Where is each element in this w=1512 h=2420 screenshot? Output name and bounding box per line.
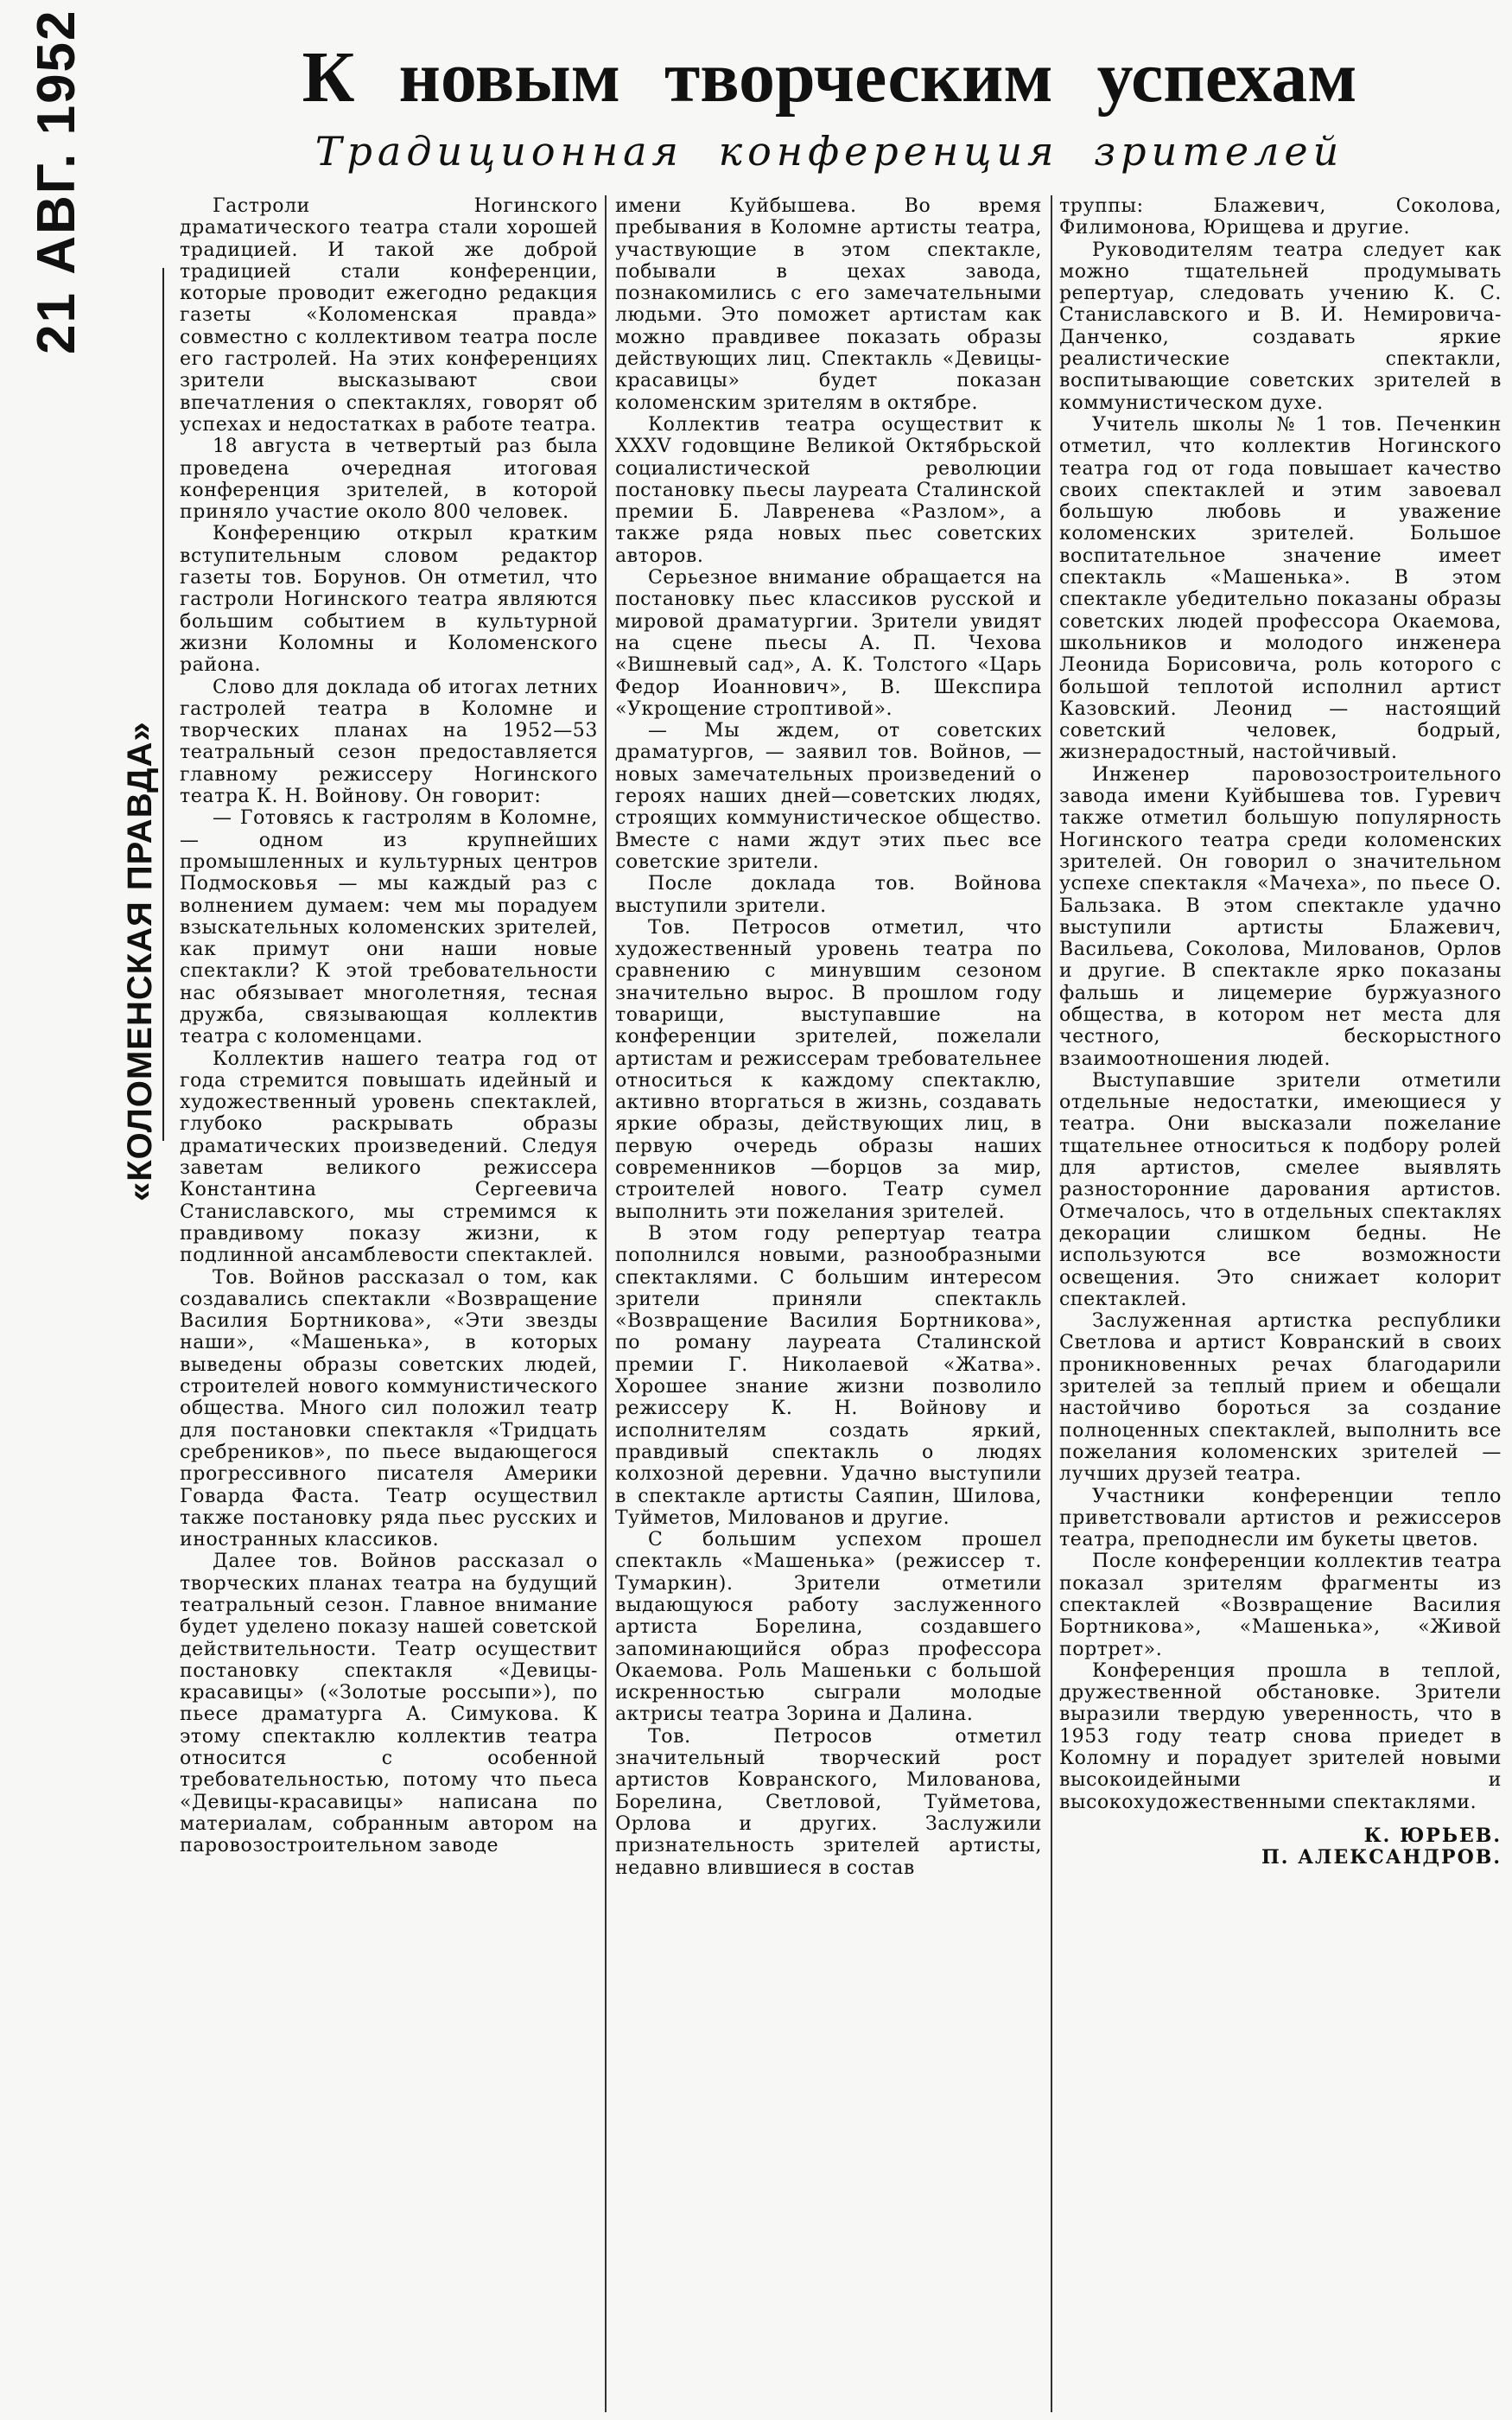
article-paragraph: Серьезное внимание обращается на постановку пьес классиков русской и мировой драматургии. Зрители увидят на сцене пьесы А. П. Чехова «Вишневый сад», А. К. Толстого «Царь Федор Иоаннович», В. Шекспира «Укрощение строптивой». <box>615 567 1042 720</box>
margin-rule <box>162 268 164 1141</box>
article-paragraph: — Готовясь к гастролям в Коломне, — одном из крупнейших промышленных и культурных центров Подмосковья — мы каждый раз с волнением думаем: чем мы порадуем взыскательных коломенских зрителей, как примут они наши новые спектакли? К этой требовательности нас обязывает многолетняя, тесная дружба, связывающая коллектив театра с коломенцами. <box>180 807 598 1048</box>
article-paragraph: Руководителям театра следует как можно тщательней продумывать репертуар, следовать учению К. С. Станиславского и В. И. Немировича-Данченко, создавать яркие реалистические спектакли, воспитывающие советских зрителей в коммунистическом духе. <box>1059 239 1502 414</box>
article-paragraph: С большим успехом прошел спектакль «Машенька» (режиссер т. Тумаркин). Зрители отметили выдающуюся работу заслуженного артиста Борелина, создавшего запоминающийся образ профессора Окаемова. Роль Машеньки с большой искренностью сыграли молодые актрисы театра Зорина и Далина. <box>615 1529 1042 1726</box>
article-paragraph: Тов. Войнов рассказал о том, как создавались спектакли «Возвращение Василия Бортникова», «Эти звезды наши», «Машенька», в которых выведены образы советских людей, строителей нового коммунистического общества. Много сил положил театр для постановки спектакля «Тридцать сребреников», по пьесе выдающегося прогрессивного писателя Америки Говарда Фаста. Театр осуществил также постановку ряда пьес русских и иностранных классиков. <box>180 1266 598 1551</box>
article-paragraph: Выступавшие зрители отметили отдельные недостатки, имеющиеся у театра. Они высказали пожелание тщательнее относиться к подбору ролей для артистов, смелее выявлять разносторонние дарования артистов. Отмечалось, что в отдельных спектаклях декорации слишком бедны. Не используются все возможности освещения. Это снижает колорит спектаклей. <box>1059 1069 1502 1310</box>
article-subheadline: Традиционная конференция зрителей <box>314 128 1344 175</box>
column-divider <box>1051 195 1052 2412</box>
author-signature: П. АЛЕКСАНДРОВ. <box>1261 1846 1502 1869</box>
article-paragraph: В этом году репертуар театра пополнился новыми, разнообразными спектаклями. С большим интересом зрители приняли спектакль «Возвращение Василия Бортникова», по роману лауреата Сталинской премии Г. Николаевой «Жатва». Хорошее знание жизни позволило режиссеру К. Н. Войнову и исполнителям создать яркий, правдивый спектакль о людях колхозной деревни. Удачно выступили в спектакле артисты Саяпин, Шилова, Туйметов, Милованов и другие. <box>615 1222 1042 1529</box>
author-signature: К. ЮРЬЕВ. <box>1363 1824 1502 1847</box>
article-column-2 <box>615 195 1042 1879</box>
article-paragraph: Учитель школы № 1 тов. Печенкин отметил, что коллектив Ногинского театра год от года повышает качество своих спектаклей и этим завоевал большую любовь и уважение коломенских зрителей. Большое воспитательное значение имеет спектакль «Машенька». В этом спектакле убедительно показаны образы советских людей профессора Окаемова, школьников и молодого инженера Леонида Борисовича, роль которого с большой теплотой исполнил артист Казовский. Леонид — настоящий советский человек, бодрый, жизнерадостный, настойчивый. <box>1059 413 1502 764</box>
newspaper-name: «КОЛОМЕНСКАЯ ПРАВДА» <box>121 721 159 1201</box>
article-paragraph: имени Куйбышева. Во время пребывания в Коломне артисты театра, участвующие в этом спектакле, побывали в цехах завода, познакомились с его замечательными людьми. Это поможет артистам как можно правдивее показать образы действующих лиц. Спектакль «Девицы-красавицы» будет показан коломенским зрителям в октябре. <box>615 195 1042 414</box>
article-paragraph: После конференции коллектив театра показал зрителям фрагменты из спектаклей «Возвращение Василия Бортникова», «Машенька», «Живой портрет». <box>1059 1551 1502 1660</box>
article-paragraph: Гастроли Ногинского драматического театра стали хорошей традицией. И такой же доброй традицией стали конференции, которые проводит ежегодно редакция газеты «Коломенская правда» совместно с коллективом театра после его гастролей. На этих конференциях зрители высказывают свои впечатления о спектаклях, говорят об успехах и недостатках в работе театра. <box>180 195 598 436</box>
article-paragraph: Далее тов. Войнов рассказал о творческих планах театра на будущий театральный сезон. Главное внимание будет уделено показу нашей советской действительности. Театр осуществит постановку спектакля «Девицы-красавицы» («Золотые россыпи»), по пьесе драматурга А. Симукова. К этому спектаклю коллектив театра относится с особенной требовательностью, потому что пьеса «Девицы-красавицы» написана по материалам, собранным автором на паровозостроительном заводе <box>180 1551 598 1857</box>
article-paragraph: Участники конференции тепло приветствовали артистов и режиссеров театра, преподнесли им букеты цветов. <box>1059 1485 1502 1551</box>
article-paragraph: Заслуженная артистка республики Светлова и артист Ковранский в своих проникновенных речах благодарили зрителей за теплый прием и обещали настойчиво бороться за создание полноценных спектаклей, выполнить все пожелания коломенских зрителей — лучших друзей театра. <box>1059 1310 1502 1486</box>
article-paragraph: труппы: Блажевич, Соколова, Филимонова, Юрищева и другие. <box>1059 195 1502 239</box>
article-column-3 <box>1059 195 1502 1869</box>
article-paragraph: Конференция прошла в теплой, дружественной обстановке. Зрители выразили твердую уверенность, что в 1953 году театр снова приедет в Коломну и порадует зрителей новыми высокоидейными и высокохудожественными спектаклями. <box>1059 1659 1502 1813</box>
article-paragraph: — Мы ждем, от советских драматургов, — заявил тов. Войнов, —новых замечательных произведений о героях наших дней—советских людях, строящих коммунистическое общество. Вместе с нами ждут этих пьес все советские зрители. <box>615 720 1042 873</box>
article-headline: К новым творческим успехам <box>302 37 1357 118</box>
article-paragraph: Слово для доклада об итогах летних гастролей театра в Коломне и творческих планах на 1952—53 театральный сезон предоставляется главному режиссеру Ногинского театра К. Н. Войнову. Он говорит: <box>180 676 598 808</box>
article-paragraph: После доклада тов. Войнова выступили зрители. <box>615 873 1042 917</box>
article-paragraph: Конференцию открыл кратким вступительным словом редактор газеты тов. Борунов. Он отметил, что гастроли Ногинского театра являются большим событием в культурной жизни Коломны и Коломенского района. <box>180 523 598 677</box>
article-paragraph: Коллектив нашего театра год от года стремится повышать идейный и художественный уровень спектаклей, глубоко раскрывать образы драматических произведений. Следуя заветам великого режиссера Константина Сергеевича Станиславского, мы стремимся к правдивому показу жизни, к подлинной ансамблевости спектаклей. <box>180 1048 598 1267</box>
article-paragraph: 18 августа в четвертый раз была проведена очередная итоговая конференция зрителей, в которой приняло участие около 800 человек. <box>180 436 598 524</box>
article-paragraph: Коллектив театра осуществит к XXXV годовщине Великой Октябрьской социалистической революции постановку пьесы лауреата Сталинской премии Б. Лавренева «Разлом», а также ряда новых пьес советских авторов. <box>615 413 1042 567</box>
article-paragraph: Инженер паровозостроительного завода имени Куйбышева тов. Гуревич также отметил большую популярность Ногинского театра среди коломенских зрителей. Он говорил о значительном успехе спектакля «Мачеха», по пьесе О. Бальзака. В этом спектакле удачно выступили артисты Блажевич, Васильева, Соколова, Милованов, Орлов и другие. В спектакле ярко показаны фальшь и лицемерие буржуазного общества, в котором нет места для честного, бескорыстного взаимоотношения людей. <box>1059 763 1502 1070</box>
article-paragraph: Тов. Петросов отметил, что художественный уровень театра по сравнению с минувшим сезоном значительно вырос. В прошлом году товарищи, выступавшие на конференции зрителей, пожелали артистам и режиссерам требовательнее относиться к каждому спектаклю, активно вторгаться в жизнь, создавать яркие образы, действующих лиц, в первую очередь образы наших современников —борцов за мир, строителей нового. Театр сумел выполнить эти пожелания зрителей. <box>615 916 1042 1223</box>
column-divider <box>605 195 607 2412</box>
article-column-1 <box>180 195 598 1857</box>
clipping-date: 21 АВГ. 1952 <box>27 9 86 354</box>
article-paragraph: Тов. Петросов отметил значительный творческий рост артистов Ковранского, Милованова, Борелина, Светловой, Туйметова, Орлова и других. Заслужили признательность зрителей артисты, недавно влившиеся в состав <box>615 1725 1042 1879</box>
